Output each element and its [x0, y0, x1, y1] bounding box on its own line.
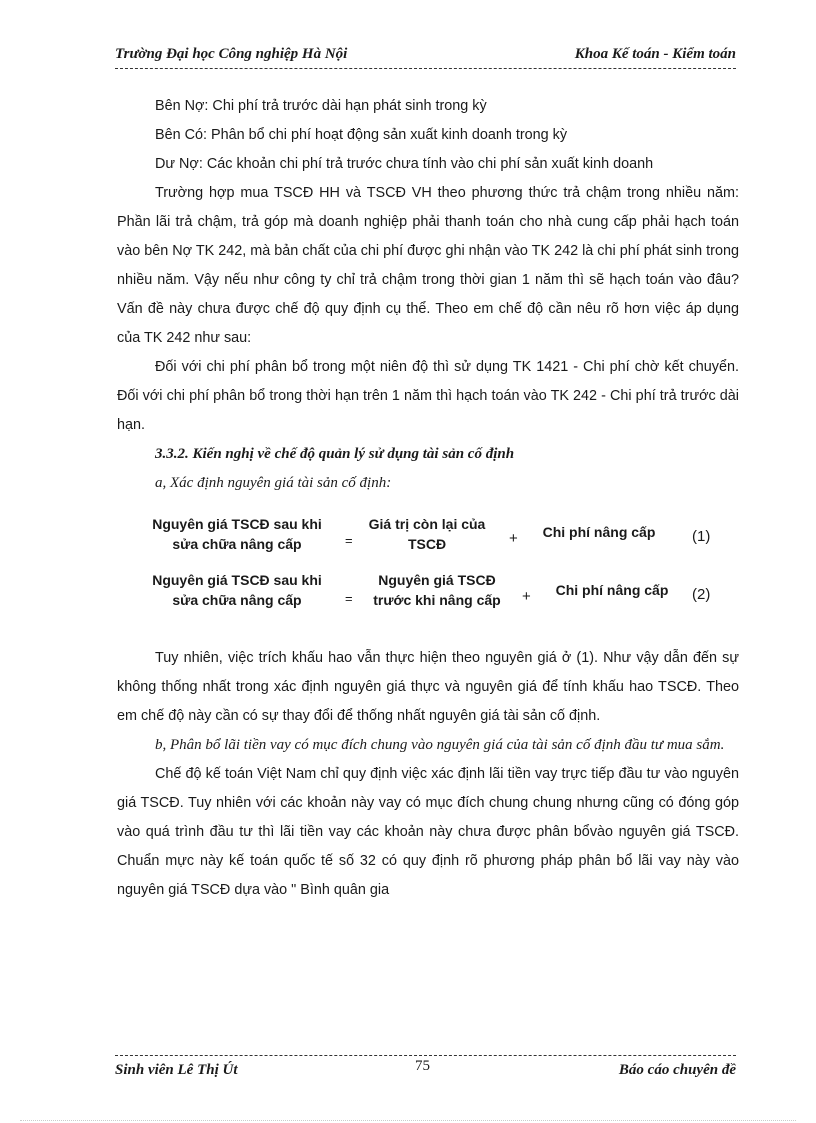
paragraph-interest: Chế độ kế toán Việt Nam chỉ quy định việc xác định lãi tiền vay trực tiếp đầu tư vào nguyên giá TSCĐ. Tuy nhiên với các khoản này vay có mục đích chung chung nhưng cũng có đóng góp vào quá trình đầu tư thì lãi tiền vay các khoản này chưa được phân bổvào nguyên giá TSCĐ. Chuẩn mực này kế toán quốc tế số 32 có quy định rõ phương pháp phân bổ lãi vay này vào nguyên giá TSCĐ dựa vào " Bình quân gia [117, 766, 739, 898]
page-edge-divider [20, 1120, 796, 1121]
subheading-a: a, Xác định nguyên giá tài sản cố định: [155, 475, 392, 491]
formula-2-number: (2) [692, 586, 711, 603]
formula-1-plus: + [509, 530, 518, 547]
paragraph-depreciation: Tuy nhiên, việc trích khấu hao vẫn thực hiện theo nguyên giá ở (1). Như vậy dẫn đến sự không thống nhất trong xác định nguyên giá thực và nguyên giá để tính khấu hao TSCĐ. Theo em chế độ này cần có sự thay đổi để thống nhất nguyên giá tài sản cố định. [117, 650, 739, 724]
footer-report-type: Báo cáo chuyên đề [618, 1062, 736, 1078]
footer-student: Sinh viên Lê Thị Út [115, 1062, 238, 1078]
formula-1-term2: Chi phí nâng cấp [542, 524, 656, 540]
page-body [117, 92, 739, 905]
subheading-b: b, Phân bổ lãi tiền vay có mục đích chung vào nguyên giá của tài sản cố định đầu tư mua sắm. [155, 737, 725, 753]
formula-2-term1: Nguyên giá TSCĐ trước khi nâng cấp [373, 572, 501, 608]
formula-1 [117, 506, 739, 568]
formula-2-term2: Chi phí nâng cấp [555, 582, 669, 598]
header-school: Trường Đại học Công nghiệp Hà Nội [115, 46, 348, 62]
formula-2-lhs: Nguyên giá TSCĐ sau khi sửa chữa nâng cấp [152, 572, 322, 608]
formula-1-lhs: Nguyên giá TSCĐ sau khi sửa chữa nâng cấp [152, 516, 322, 552]
paragraph-deferred-payment: Trường hợp mua TSCĐ HH và TSCĐ VH theo phương thức trả chậm trong nhiều năm: Phần lãi trả chậm, trả góp mà doanh nghiệp phải thanh toán cho nhà cung cấp phải hạch toán vào bên Nợ TK 242, mà bản chất của chi phí được ghi nhận vào TK 242 là chi phí phát sinh trong nhiều năm. Vậy nếu như công ty chỉ trả chậm trong thời gian 1 năm thì sẽ hạch toán vào đâu? Vấn đề này chưa được chế độ quy định cụ thể. Theo em chế độ cần nêu rõ hơn việc áp dụng của TK 242 như sau: [117, 185, 739, 346]
header-faculty: Khoa Kế toán - Kiểm toán [574, 46, 736, 62]
formula-1-term1: Giá trị còn lại của TSCĐ [368, 516, 486, 552]
paragraph-balance: Dư Nợ: Các khoản chi phí trả trước chưa tính vào chi phí sản xuất kinh doanh [155, 156, 654, 172]
paragraph-debit: Bên Nợ: Chi phí trả trước dài hạn phát sinh trong kỳ [155, 98, 487, 114]
section-heading: 3.3.2. Kiến nghị về chế độ quản lý sử dụng tài sản cố định [155, 446, 515, 462]
formula-2 [117, 568, 739, 640]
paragraph-allocation: Đối với chi phí phân bổ trong một niên độ thì sử dụng TK 1421 - Chi phí chờ kết chuyển. Đối với chi phí phân bổ trong thời hạn trên 1 năm thì hạch toán vào TK 242 - Chi phí trả trước dài hạn. [117, 359, 739, 433]
formula-2-plus: + [522, 588, 531, 605]
paragraph-credit: Bên Có: Phân bổ chi phí hoạt động sản xuất kinh doanh trong kỳ [155, 127, 568, 143]
formula-1-number: (1) [692, 528, 711, 545]
formula-2-equals: = [345, 591, 353, 606]
page-header [115, 44, 736, 69]
page-number: 75 [415, 1058, 430, 1074]
formula-1-equals: = [345, 533, 353, 548]
page-footer [115, 1055, 736, 1086]
